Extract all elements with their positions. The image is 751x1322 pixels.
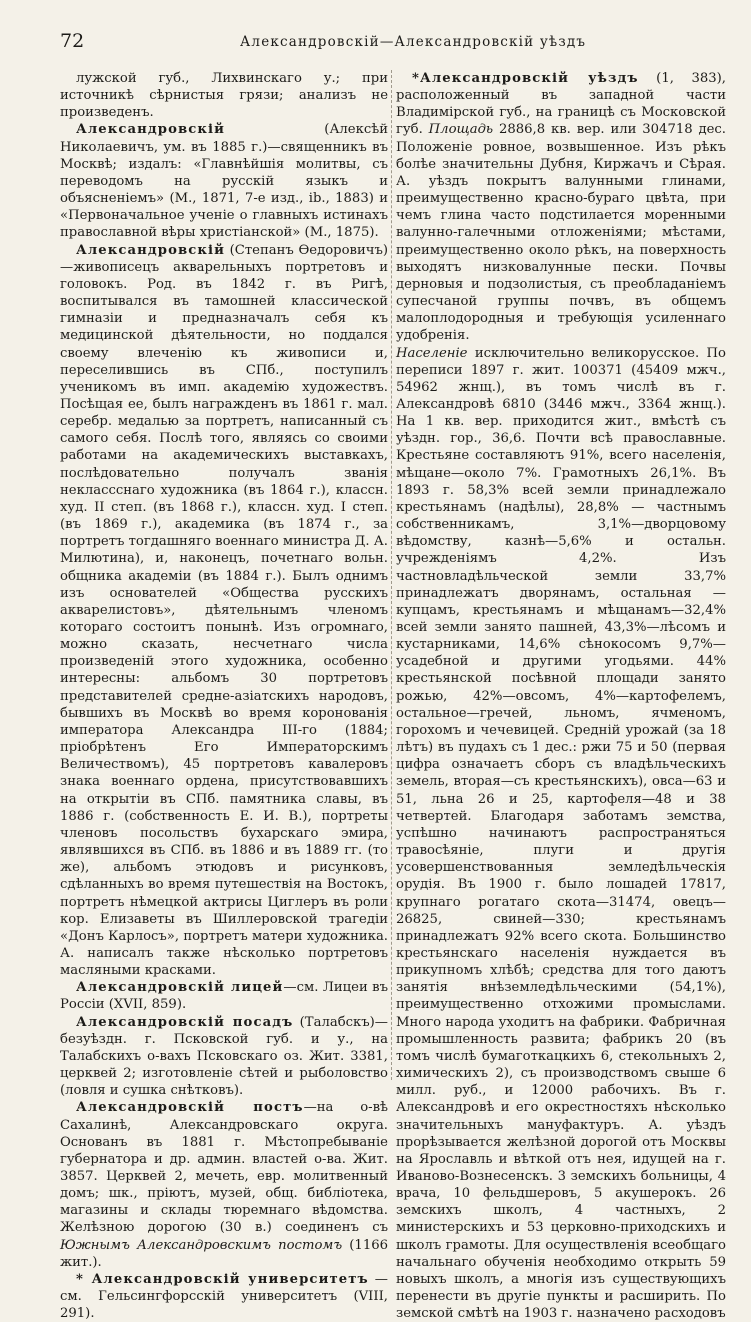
entry-headword: * Александровскій университетъ <box>76 1272 369 1287</box>
entry-headword: Александровскій посадъ <box>76 1015 293 1030</box>
left-column <box>60 70 388 1080</box>
entry-italic: Площадь <box>429 122 493 137</box>
entry-text: лужской губ., Лихвинскаго у.; при источникѣ сѣрнистыя грязи; анализъ не произведенъ. <box>60 71 388 120</box>
entry-text: (1166 жит.). <box>60 1238 388 1270</box>
entry-paragraph <box>60 1014 388 1100</box>
entry-text: (Алексѣй Николаевичъ, ум. въ 1885 г.)—священникъ въ Москвѣ; издалъ: «Главнѣйшія молитвы, съ переводомъ на русскій языкъ и объясненіемъ» (М., 1871, 7-е изд., ib., 1883) и «Первоначальное ученіе о главныхъ истинахъ православной вѣры христіанской» (М., 1875). <box>60 122 388 240</box>
right-column <box>396 70 726 1080</box>
entry-text: исключительно великорусское. По переписи 1897 г. жит. 100371 (45409 мжч., 54962 жнщ.), въ томъ числѣ въ г. Александровѣ 6810 (3446 мжч., 3364 жнщ.). На 1 кв. вер. приходится жит., вмѣстѣ съ уѣздн. гор., 36,6. Почти всѣ православные. Крестьяне составляютъ 91%, всего населенія, мѣщане—около 7%. Грамотныхъ 26,1%. Въ 1893 г. 58,3% всей земли принадлежало крестьянамъ (надѣлы), 28,8% — частнымъ собственникамъ, 3,1%—дворцовому вѣдомству, казнѣ—5,6% и остальн. учрежденіямъ 4,2%. Изъ частновладѣльческой земли 33,7% принадлежатъ дворянамъ, остальная — купцамъ, крестьянамъ и мѣщанамъ—32,4% всей земли занято пашней, 43,3%—лѣсомъ и кустарниками, 14,6% сѣнокосомъ 9,7%—усадебной и другими угодьями. 44% крестьянской посѣвной площади занято рожью, 42%—овсомъ, 4%—картофелемъ, остальное—гречей, льномъ, ячменомъ, горохомъ и чечевицей. Средній урожай (за 18 лѣтъ) въ пудахъ съ 1 дес.: ржи 75 и 50 (первая цифра означаетъ сборъ съ владѣльческихъ земель, вторая—съ крестьянскихъ), овса—63 и 51, льна 26 и 25, картофеля—48 и 38 четвертей. Благодаря заботамъ земства, успѣшно начинаютъ распространяться травосѣяніе, плуги и другія усовершенствованныя земледѣльческія орудія. Въ 1900 г. было лошадей 17817, крупнаго рогатаго скота—31474, овецъ—26825, свиней—330; крестьянамъ принадлежатъ 92% всего скота. Большинство крестьянскаго населенія нуждается въ прикупномъ хлѣбѣ; средства для того даютъ занятія внѣземледѣльческими (54,1%), преимущественно отхожими промыслами. Много народа уходитъ на фабрики. Фабричная промышленность развита; фабрикъ 20 (въ томъ числѣ бумаготкацкихъ 6, стекольныхъ 2, химическихъ 2), съ производствомъ свыше 6 милл. руб., и 12000 рабочихъ. Въ г. Александровѣ и его окрестностяхъ нѣсколько значительныхъ мануфактуръ. А. уѣздъ прорѣзывается желѣзной дорогой отъ Москвы на Ярославль и вѣткой отъ нея, идущей на г. Иваново-Вознесенскъ. 3 земскихъ больницы, 4 врача, 10 фельдшеровъ, 5 акушерокъ. 26 земскихъ школъ, 4 частныхъ, 2 министерскихъ и 53 церковно-приходскихъ и школъ грамоты. Для осуществленія всеобщаго начальнаго обученія необходимо открыть 59 новыхъ школъ, а многія изъ существующихъ перенести въ другіе пункты и расширить. По земской смѣтѣ на 1903 г. назначено расходовъ <box>396 346 726 1322</box>
entry-text: 2886,8 кв. вер. или 304718 дес. Положеніе ровное, возвышенное. Изъ рѣкъ болѣе значительны Дубня, Киржачъ и Сѣрая. А. уѣздъ покрытъ валунными глинами, преимущественно красно-бураго цвѣта, при чемъ глина часто подстилается моренными валунно-галечными отложеніями; мѣстами, преимущественно около рѣкъ, на поверхность выходятъ низковалунные пески. Почвы дерновыя и подзолистыя, съ преобладаніемъ супесчаной группы почвъ, въ общемъ малоплодородныя и требующія усиленнаго удобренія. <box>396 122 726 343</box>
entry-paragraph <box>60 979 388 1013</box>
column-divider <box>391 70 392 1080</box>
entry-headword: Александровскій постъ <box>76 1100 304 1115</box>
entry-text: (1, 383), расположенный въ западной части Владимірской губ., на границѣ съ Московской губ. <box>396 71 726 137</box>
entry-paragraph <box>396 345 726 1322</box>
entry-text: — см. Гельсингфорсскій университетъ (VIII, 291). <box>60 1272 388 1321</box>
entry-headword: *Александровскій уѣздъ <box>412 71 639 86</box>
entry-text: —см. Лицеи въ Россіи (XVII, 859). <box>60 980 388 1012</box>
entry-italic: Южнымъ Александровскимъ постомъ <box>60 1238 342 1253</box>
entry-text: (Талабскъ)—безуѣздн. г. Псковской губ. и у., на Талабскихъ о-вахъ Псковскаго оз. Жит. 3381, церквей 2; изготовленіе сѣтей и рыболовство (ловля и сушка снѣтковъ). <box>60 1015 388 1099</box>
entry-text: (Степанъ Ѳедоровичъ)—живописецъ акварельныхъ портретовъ и головокъ. Род. въ 1842 г. въ Ригѣ, воспитывался въ тамошней классической гимназіи и предназначалъ себя къ медицинской дѣятельности, но поддался своему влеченію къ живописи и, переселившись въ СПб., поступилъ ученикомъ въ имп. академію художествъ. Посѣщая ее, былъ награжденъ въ 1861 г. мал. серебр. медалью за портретъ, написанный съ самого себя. Послѣ того, являясь со своими работами на академическихъ выставкахъ, послѣдовательно получалъ званія неклассснаго художника (въ 1864 г.), классн. худ. II степ. (въ 1868 г.), классн. худ. I степ. (въ 1869 г.), академика (въ 1874 г., за портретъ тогдашняго военнаго министра Д. А. Милютина), и, наконецъ, почетнаго вольн. общника академіи (въ 1884 г.). Былъ однимъ изъ основателей «Общества русскихъ акварелистовъ», дѣятельнымъ членомъ котораго состоитъ понынѣ. Изъ огромнаго, можно сказать, несчетнаго числа произведеній этого художника, особенно интересны: альбомъ 30 портретовъ представителей средне-азіатскихъ народовъ, бывшихъ въ Москвѣ во время коронованія императора Александра III-го (1884; пріобрѣтенъ Его Императорскимъ Величествомъ), 45 портретовъ кавалеровъ знака военнаго ордена, присутствовавшихъ на открытіи въ СПб. памятника славы, въ 1886 г. (собственность Е. И. В.), портреты членовъ посольствъ бухарскаго эмира, являвшихся въ СПб. въ 1886 и въ 1889 гг. (то же), альбомъ этюдовъ и рисунковъ, сдѣланныхъ во время путешествія на Востокъ, портретъ нѣмецкой актрисы Циглеръ въ роли кор. Елизаветы въ Шиллеровской трагедіи «Донъ Карлосъ», портретъ матери художника. А. написалъ также нѣсколько портретовъ масляными красками. <box>60 243 388 979</box>
entry-headword: Александровскій <box>76 122 225 137</box>
entry-paragraph <box>60 1271 388 1322</box>
entry-headword: Александровскій <box>76 243 225 258</box>
page-header <box>60 26 723 54</box>
entry-paragraph <box>60 1099 388 1271</box>
entry-text: —на о-вѣ Сахалинѣ, Александровскаго округа. Основанъ въ 1881 г. Мѣстопребываніе губернатора и др. админ. властей о-ва. Жит. 3857. Церквей 2, мечеть, евр. молитвенный домъ; шк., пріютъ, музей, общ. библіотека, магазины и склады тюремнаго вѣдомства. Желѣзною дорогою (30 в.) соединенъ съ <box>60 1100 388 1235</box>
entry-headword: Александровскій лицей <box>76 980 283 995</box>
entry-paragraph <box>60 70 388 121</box>
running-head: Александровскій—Александровскій уѣздъ <box>240 34 586 50</box>
entry-paragraph <box>60 121 388 241</box>
entry-italic: Населеніе <box>396 346 467 361</box>
entry-paragraph <box>396 70 726 345</box>
page-number: 72 <box>60 30 84 52</box>
entry-paragraph <box>60 242 388 980</box>
